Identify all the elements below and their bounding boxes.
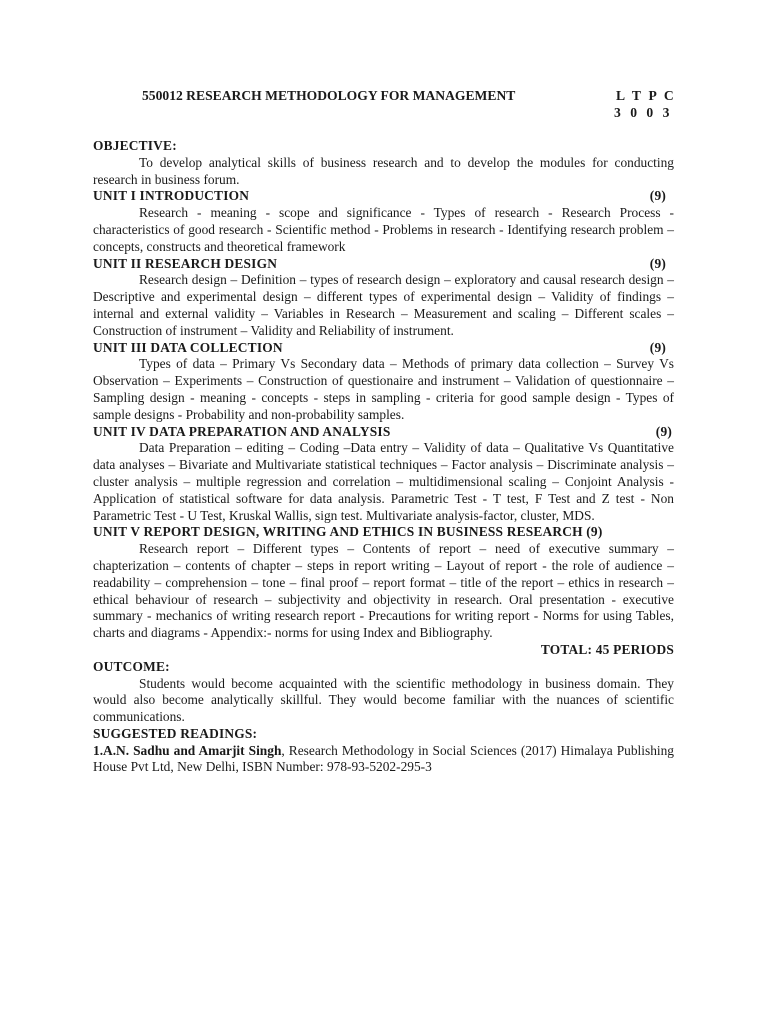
outcome-heading-label: OUTCOME: <box>93 658 170 674</box>
unit-2-title: UNIT II RESEARCH DESIGN <box>93 255 278 271</box>
reading-details: , Research Methodology in Social Sciences (2017) Himalaya Publishing House Pvt Ltd, New Delhi, ISBN Number: 978-93-5202-295-3 <box>93 742 675 775</box>
unit-1-heading <box>93 188 674 205</box>
unit-1-text: Research - meaning - scope and significance - Types of research - Research Process - characteristics of good research - Scientific method - Problems in research - Identifying research problem – concepts, constructs and theoretical framework <box>93 205 674 254</box>
course-title: 550012 RESEARCH METHODOLOGY FOR MANAGEMENT <box>142 88 516 103</box>
unit-3-title: UNIT III DATA COLLECTION <box>93 339 283 355</box>
objective-heading-label: OBJECTIVE: <box>93 138 177 153</box>
unit-3-heading <box>93 340 674 357</box>
outcome-text: Students would become acquainted with the scientific methodology in business domain. They would also become analytically skillful. They would become familiar with the nuances of scientific communications. <box>93 675 674 725</box>
objective-heading <box>93 138 674 155</box>
ltpc-label: L T P C <box>616 88 676 103</box>
unit-4-title: UNIT IV DATA PREPARATION AND ANALYSIS <box>93 423 391 439</box>
course-header <box>93 86 674 120</box>
syllabus-page <box>93 86 674 776</box>
unit-4-text: Data Preparation – editing – Coding –Data entry – Validity of data – Qualitative Vs Quantitative data analyses – Bivariate and Multivariate statistical techniques – Factor analysis – Discriminate analysis – cluster analysis – multiple regression and correlation – multidimensional scaling – Conjoint Analysis - Application of statistical software for data analysis. Parametric Test - T test, F Test and Z test - Non Parametric Test - U Test, Kruskal Wallis, sign test. Multivariate analysis-factor, cluster, MDS. <box>93 440 674 523</box>
unit-3-hours: (9) <box>649 339 666 355</box>
unit-5-heading <box>93 524 674 541</box>
unit-1-hours: (9) <box>649 188 666 204</box>
unit-4-hours: (9) <box>655 423 672 439</box>
unit-1-title: UNIT I INTRODUCTION <box>93 188 250 204</box>
unit-4-heading <box>93 424 674 441</box>
unit-3-text: Types of data – Primary Vs Secondary data – Methods of primary data collection – Survey Vs Observation – Experiments – Construction of questionaire and instrument – Validation of questionnaire – Sampling design - meaning - concepts - steps in sampling - criteria for good sample design - Types of sample designs - Probability and non-probability samples. <box>93 356 674 422</box>
unit-5-title: UNIT V REPORT DESIGN, WRITING AND ETHICS IN BUSINESS RESEARCH (9) <box>93 524 603 540</box>
reading-authors: 1.A.N. Sadhu and Amarjit Singh <box>93 742 282 758</box>
outcome-heading <box>93 659 674 676</box>
credits-values: 3 0 0 3 <box>614 105 673 120</box>
reading-item <box>93 743 674 777</box>
unit-2-text: Research design – Definition – types of research design – exploratory and causal research design – Descriptive and experimental design – different types of experimental design – Validity of findings – internal and external validity – Variables in Research – Measurement and scaling – Different scales – Construction of instrument – Validity and Reliability of instrument. <box>93 272 674 338</box>
unit-5-text: Research report – Different types – Contents of report – need of executive summary – chapterization – contents of chapter – steps in report writing – Layout of report - the role of audience – readability – comprehension – tone – final proof – report format – title of the report – ethics in research – ethical behaviour of research – subjectivity and objectivity in research. Oral presentation - executive summary - mechanics of writing research report - Precautions for writing report - Norms for using Tables, charts and diagrams - Appendix:- norms for using Index and Bibliography. <box>93 541 674 641</box>
unit-2-hours: (9) <box>649 255 666 271</box>
readings-heading-label: SUGGESTED READINGS: <box>93 725 258 741</box>
objective-text: To develop analytical skills of business research and to develop the modules for conducting research in business forum. <box>93 154 674 187</box>
readings-heading <box>93 726 674 743</box>
total-periods: TOTAL: 45 PERIODS <box>540 641 674 657</box>
unit-2-heading <box>93 256 674 273</box>
